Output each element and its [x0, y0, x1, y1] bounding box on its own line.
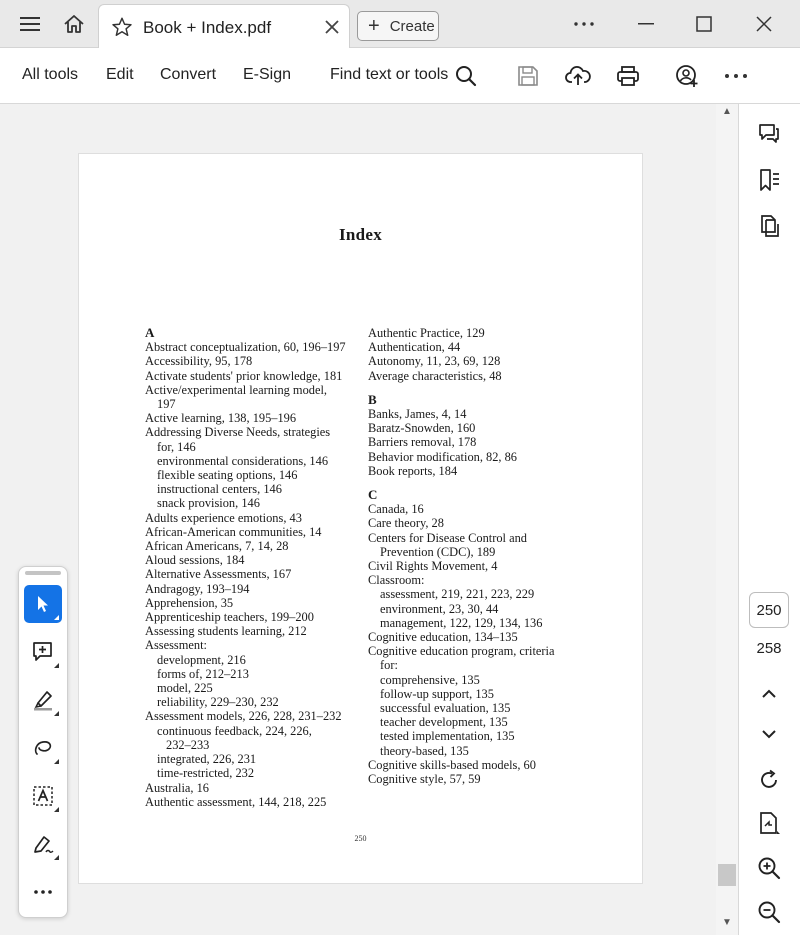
- index-column-left: [145, 326, 367, 809]
- index-entry: Assessing students learning, 212: [145, 624, 307, 639]
- highlight-tool-button[interactable]: [24, 681, 62, 719]
- scrollbar-thumb[interactable]: [718, 864, 736, 886]
- index-entry: 197: [157, 397, 176, 412]
- page-up-icon[interactable]: [753, 678, 785, 710]
- index-entry: Barriers removal, 178: [368, 435, 477, 450]
- document-viewport[interactable]: [0, 104, 738, 935]
- quick-tools-panel: [18, 566, 68, 918]
- tab-title: Book + Index.pdf: [143, 18, 272, 37]
- page-down-icon[interactable]: [753, 718, 785, 750]
- edit-menu[interactable]: Edit: [106, 66, 134, 83]
- select-tool-button[interactable]: [24, 585, 62, 623]
- index-entry: Centers for Disease Control and: [368, 530, 527, 545]
- index-entry: 232–233: [166, 737, 210, 752]
- current-page-input[interactable]: 250: [749, 592, 789, 628]
- index-entry: management, 122, 129, 134, 136: [380, 615, 543, 630]
- index-entry: successful evaluation, 135: [380, 701, 511, 716]
- share-user-icon[interactable]: [674, 62, 702, 90]
- index-entry: tested implementation, 135: [380, 729, 515, 744]
- index-entry: forms of, 212–213: [157, 666, 249, 681]
- index-entry: time-restricted, 232: [157, 766, 255, 781]
- index-gap: [368, 383, 618, 393]
- index-entry: comprehensive, 135: [380, 672, 480, 687]
- print-icon[interactable]: [614, 62, 642, 90]
- save-icon[interactable]: [514, 62, 542, 90]
- index-entry: for:: [380, 658, 398, 673]
- bookmark-icon[interactable]: [753, 164, 785, 196]
- index-entry: flexible seating options, 146: [157, 468, 298, 483]
- index-entry: teacher development, 135: [380, 715, 508, 730]
- convert-menu[interactable]: Convert: [160, 66, 217, 83]
- index-entry: development, 216: [157, 652, 246, 667]
- right-panel: [738, 104, 800, 935]
- text-box-icon: [32, 785, 54, 807]
- title-bar: [0, 0, 800, 48]
- select-cursor-icon: [34, 594, 52, 614]
- index-entry: theory-based, 135: [380, 743, 469, 758]
- home-icon[interactable]: [54, 0, 94, 48]
- vertical-scrollbar[interactable]: [716, 104, 738, 935]
- pdf-page: [78, 153, 643, 884]
- index-entry: Accessibility, 95, 178: [145, 354, 253, 369]
- index-entry: Cognitive education, 134–135: [368, 630, 518, 645]
- index-entry: Assessment models, 226, 228, 231–232: [145, 709, 342, 724]
- index-entry: Authentic assessment, 144, 218, 225: [145, 794, 327, 809]
- index-entry: Care theory, 28: [368, 516, 444, 531]
- index-entry: African Americans, 7, 14, 28: [145, 539, 289, 554]
- upload-icon[interactable]: [564, 62, 592, 90]
- index-column-right: [368, 326, 618, 786]
- index-entry: Activate students' prior knowledge, 181: [145, 368, 343, 383]
- text-box-tool-button[interactable]: [24, 777, 62, 815]
- index-entry: Classroom:: [368, 573, 425, 588]
- page-title: Index: [338, 225, 383, 244]
- index-entry: Book reports, 184: [368, 463, 458, 478]
- pages-icon[interactable]: [753, 210, 785, 242]
- draw-icon: [32, 737, 54, 759]
- scroll-down-icon[interactable]: ▼: [722, 917, 732, 928]
- search-icon[interactable]: [452, 62, 480, 90]
- find-text-button[interactable]: Find text or tools: [330, 66, 449, 83]
- add-comment-icon: [32, 641, 54, 663]
- highlight-icon: [32, 689, 54, 711]
- index-entry: Behavior modification, 82, 86: [368, 449, 518, 464]
- star-icon[interactable]: [111, 16, 133, 38]
- index-entry: Civil Rights Movement, 4: [368, 559, 498, 574]
- index-entry: assessment, 219, 221, 223, 229: [380, 587, 535, 602]
- index-gap: [368, 478, 618, 488]
- maximize-icon[interactable]: [684, 0, 724, 48]
- all-tools-menu[interactable]: All tools: [22, 66, 79, 83]
- index-entry: continuous feedback, 224, 226,: [157, 723, 312, 738]
- index-entry: Cognitive skills-based models, 60: [368, 757, 536, 772]
- more-icon[interactable]: [722, 62, 750, 90]
- plus-icon: +: [368, 15, 380, 37]
- index-entry: environmental considerations, 146: [157, 453, 329, 468]
- index-entry: Apprenticeship teachers, 199–200: [145, 610, 314, 625]
- index-entry: integrated, 226, 231: [157, 752, 257, 767]
- index-entry: Canada, 16: [368, 502, 424, 517]
- draw-tool-button[interactable]: [24, 729, 62, 767]
- index-entry: Baratz-Snowden, 160: [368, 421, 476, 436]
- index-entry: Autonomy, 11, 23, 69, 128: [368, 354, 501, 369]
- index-entry: Active/experimental learning model,: [145, 382, 328, 397]
- rotate-icon[interactable]: [753, 764, 785, 796]
- comment-icon[interactable]: [753, 118, 785, 150]
- close-window-icon[interactable]: [744, 0, 784, 48]
- index-entry: Andragogy, 193–194: [145, 581, 250, 596]
- close-tab-icon[interactable]: [325, 20, 339, 34]
- index-entry: Alternative Assessments, 167: [145, 567, 292, 582]
- index-entry: Authentication, 44: [368, 340, 461, 355]
- index-entry: snack provision, 146: [157, 496, 260, 511]
- create-button[interactable]: [357, 11, 439, 41]
- index-entry: Authentic Practice, 129: [368, 326, 485, 340]
- zoom-in-icon[interactable]: [753, 852, 785, 884]
- index-letter-heading: A: [145, 325, 155, 340]
- main-toolbar: [0, 48, 800, 104]
- index-entry: environment, 23, 30, 44: [380, 601, 499, 616]
- more-tools-icon: [34, 890, 52, 894]
- menu-icon[interactable]: [10, 0, 50, 48]
- index-entry: Active learning, 138, 195–196: [145, 411, 297, 426]
- document-tab[interactable]: [98, 4, 350, 48]
- zoom-out-icon[interactable]: [753, 896, 785, 928]
- more-tools-button[interactable]: [24, 873, 62, 911]
- index-letter-heading: C: [368, 487, 378, 503]
- index-letter-heading: B: [368, 391, 377, 407]
- index-entry: Cognitive style, 57, 59: [368, 772, 481, 787]
- index-entry: Assessment:: [145, 638, 207, 653]
- create-label: Create: [389, 17, 435, 35]
- index-entry: Average characteristics, 48: [368, 368, 502, 383]
- more-icon[interactable]: [566, 0, 602, 48]
- total-pages: 258: [756, 640, 782, 657]
- index-entry: Banks, James, 4, 14: [368, 407, 467, 422]
- index-entry: Abstract conceptualization, 60, 196–197: [145, 340, 346, 355]
- scroll-up-icon[interactable]: ▲: [722, 106, 732, 117]
- page-folio: 250: [354, 834, 367, 843]
- index-entry: Addressing Diverse Needs, strategies: [145, 425, 331, 440]
- index-entry: African-American communities, 14: [145, 524, 322, 539]
- index-entry: Australia, 16: [145, 780, 210, 795]
- index-entry: Prevention (CDC), 189: [380, 544, 496, 559]
- index-entry: Aloud sessions, 184: [145, 553, 245, 568]
- index-entry: model, 225: [157, 681, 213, 696]
- index-entry: for, 146: [157, 439, 196, 454]
- sign-icon: [32, 833, 54, 855]
- add-comment-tool-button[interactable]: [24, 633, 62, 671]
- sign-tool-button[interactable]: [24, 825, 62, 863]
- index-entry: Adults experience emotions, 43: [145, 510, 302, 525]
- index-entry: Apprehension, 35: [145, 595, 234, 610]
- extract-page-icon[interactable]: [753, 808, 785, 840]
- index-entry: Cognitive education program, criteria: [368, 644, 555, 659]
- index-entry: reliability, 229–230, 232: [157, 695, 279, 710]
- index-entry: instructional centers, 146: [157, 482, 282, 497]
- minimize-icon[interactable]: [626, 0, 666, 48]
- panel-grip-handle[interactable]: [25, 571, 61, 575]
- esign-menu[interactable]: E-Sign: [243, 66, 292, 83]
- index-entry: follow-up support, 135: [380, 686, 494, 701]
